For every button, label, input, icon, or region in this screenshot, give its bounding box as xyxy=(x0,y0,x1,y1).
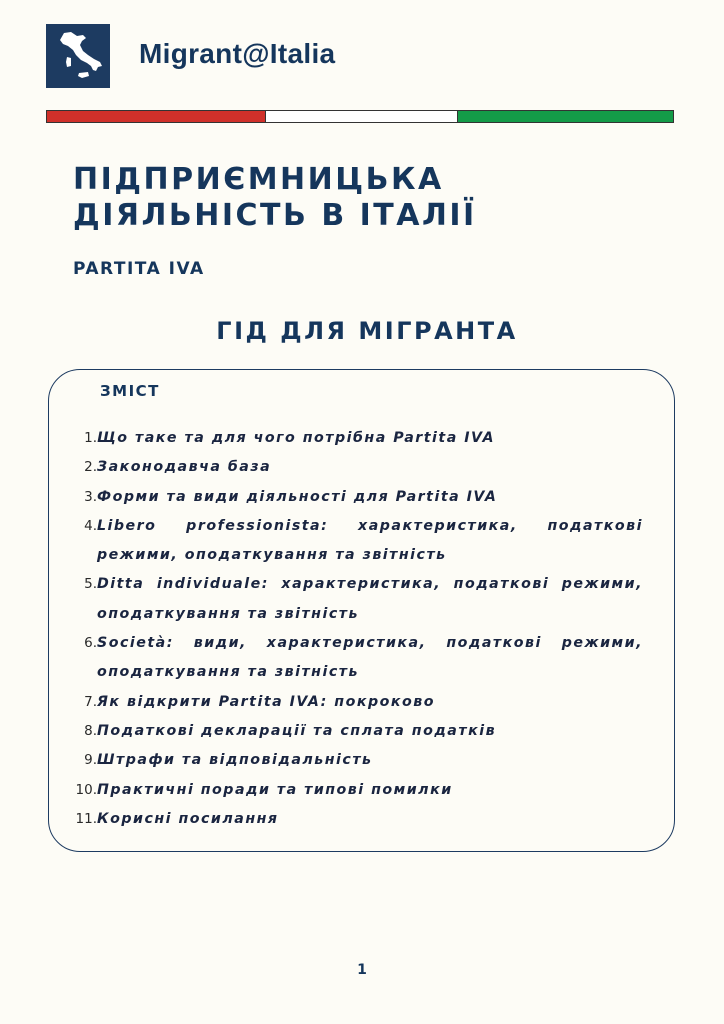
document-subtitle: PARTITA IVA xyxy=(73,259,205,279)
toc-heading: ЗМІСТ xyxy=(100,382,160,400)
toc-item[interactable] xyxy=(71,483,643,512)
page-number: 1 xyxy=(357,962,367,978)
toc-item-text: Ditta individuale: характеристика, податкові режими, оподаткування та звітність xyxy=(97,576,643,622)
toc-item-text: Корисні посилання xyxy=(97,810,279,827)
toc-item-text: Що таке та для чого потрібна Partita IVA xyxy=(97,430,495,446)
toc-item-text: Законодавча база xyxy=(97,459,272,476)
document-title: ПІДПРИЄМНИЦЬКА ДІЯЛЬНІСТЬ В ІТАЛІЇ xyxy=(73,162,477,233)
toc-item-number: 7. xyxy=(84,693,97,710)
toc-item-number: 5. xyxy=(84,576,97,593)
toc-item-number: 3. xyxy=(84,488,97,505)
toc-item-text: Società: види, характеристика, податкові режими, оподаткування та звітність xyxy=(97,635,643,681)
toc-item-number: 1. xyxy=(84,430,97,446)
brand-name: Migrant@Italia xyxy=(139,38,336,69)
toc-item[interactable] xyxy=(71,512,643,571)
toc-item-text: Штрафи та відповідальність xyxy=(97,752,373,769)
guide-heading: ГІД ДЛЯ МІГРАНТА xyxy=(216,317,518,345)
toc-item-number: 9. xyxy=(84,752,97,769)
toc-item[interactable] xyxy=(71,453,643,482)
italy-map-icon xyxy=(46,24,110,88)
toc-item-number: 2. xyxy=(84,459,97,476)
toc-item[interactable] xyxy=(71,424,643,453)
toc-item-text: Практичні поради та типові помилки xyxy=(97,781,453,798)
toc-item[interactable] xyxy=(71,717,643,746)
toc-item[interactable] xyxy=(71,570,643,629)
toc-item-number: 11. xyxy=(75,810,97,827)
toc-item-text: Libero professionista: характеристика, податкові режими, оподаткування та звітність xyxy=(97,517,643,564)
toc-item[interactable] xyxy=(71,629,643,688)
toc-item-text: Податкові декларації та сплата податків xyxy=(97,722,497,739)
toc-item-number: 8. xyxy=(84,722,97,739)
flag-green xyxy=(458,111,673,122)
toc-item-number: 10. xyxy=(75,781,97,798)
flag-white xyxy=(265,111,458,122)
toc-list xyxy=(71,424,643,834)
toc-item-number: 4. xyxy=(84,517,97,534)
toc-item[interactable] xyxy=(71,746,643,775)
toc-item[interactable] xyxy=(71,688,643,717)
toc-item[interactable] xyxy=(71,776,643,805)
toc-item-text: Як відкрити Partita IVA: покроково xyxy=(97,693,435,710)
toc-item-text: Форми та види діяльності для Partita IVA xyxy=(97,488,498,505)
logo xyxy=(46,24,110,88)
toc-item-number: 6. xyxy=(84,635,97,652)
toc-item[interactable] xyxy=(71,805,643,834)
flag-red xyxy=(47,111,265,122)
italian-flag-bar xyxy=(46,110,674,123)
